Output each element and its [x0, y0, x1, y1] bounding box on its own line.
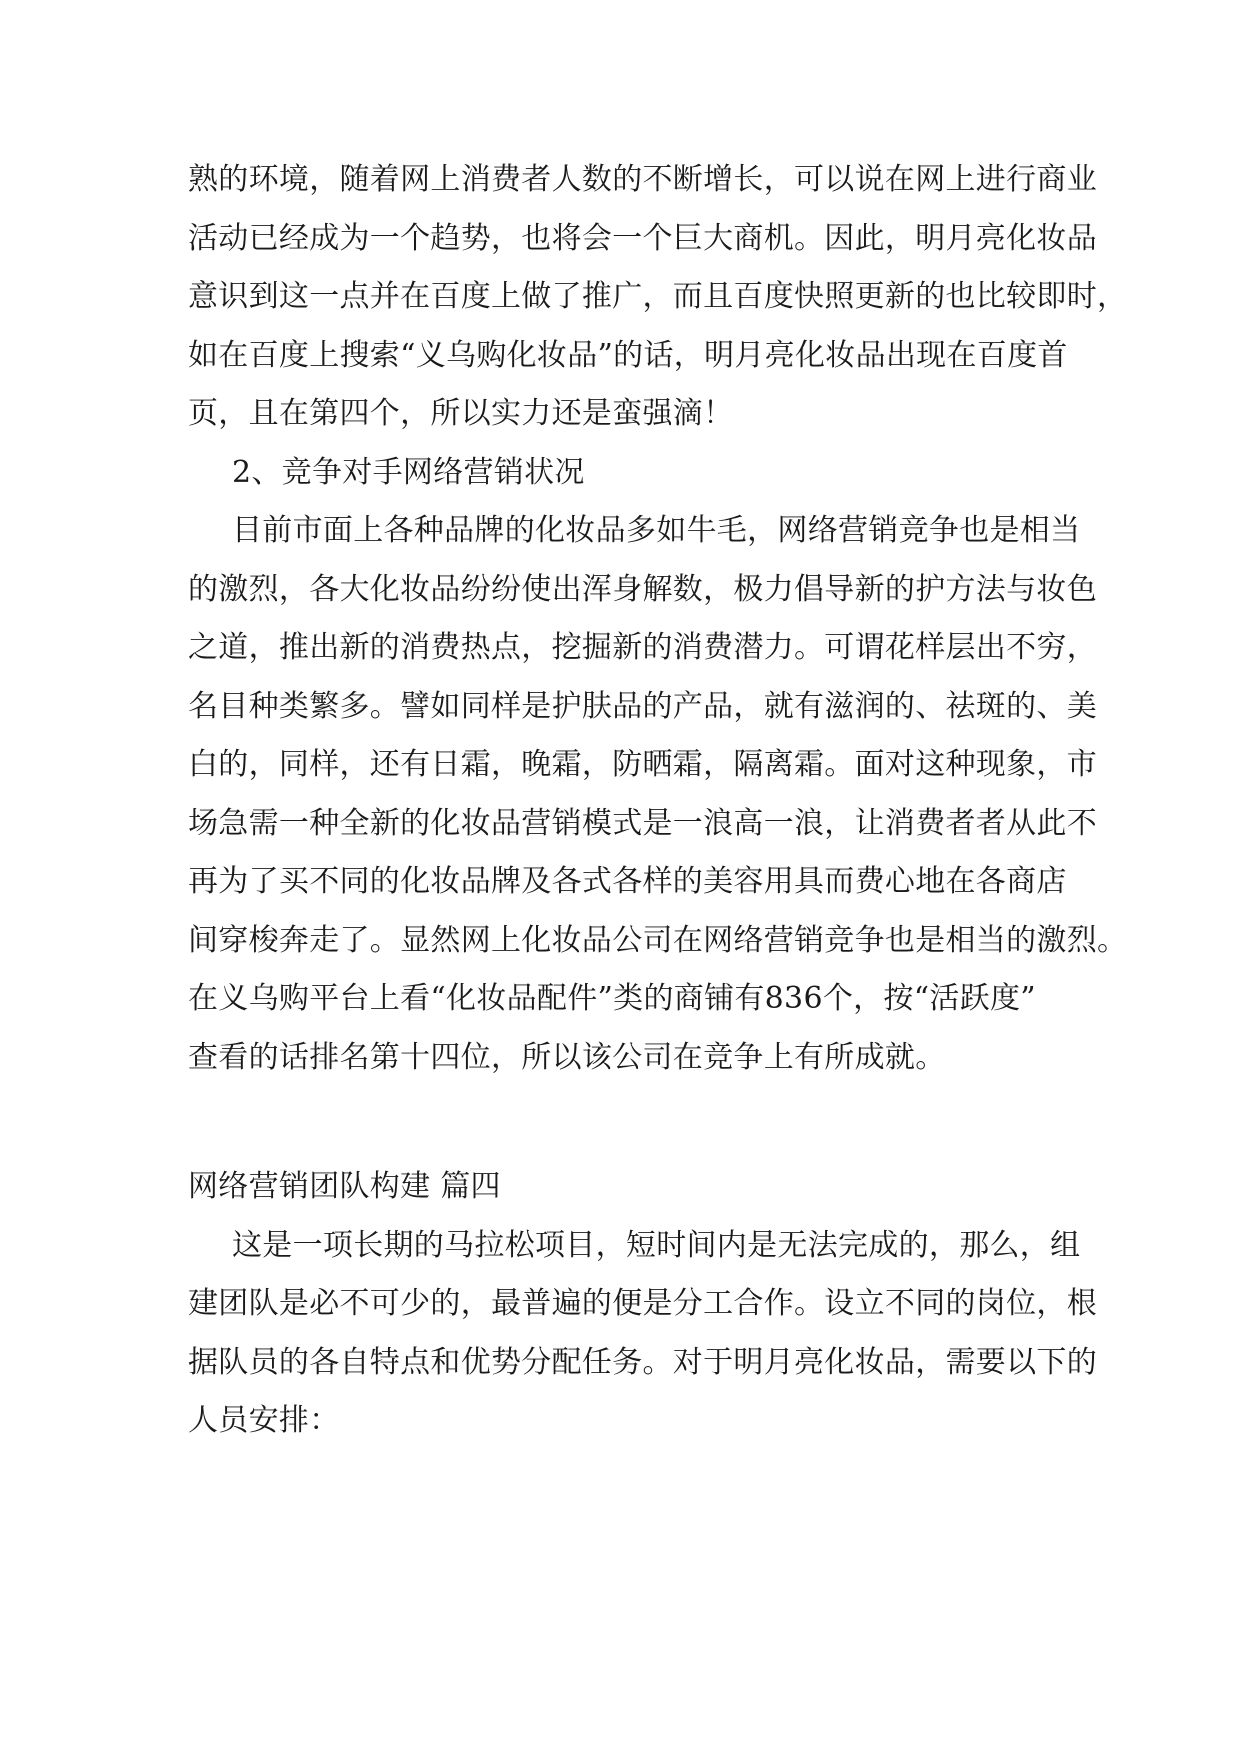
text-line: 活动已经成为一个趋势，也将会一个巨大商机。因此，明月亮化妆品 — [188, 220, 1097, 256]
text-line: 名目种类繁多。譬如同样是护肤品的产品，就有滋润的、祛斑的、美 — [188, 688, 1097, 724]
text-line: 据队员的各自特点和优势分配任务。对于明月亮化妆品，需要以下的 — [188, 1344, 1097, 1380]
paragraph-spacer — [188, 1087, 1048, 1158]
text-line: 在义乌购平台上看“化妆品配件”类的商铺有836个，按“活跃度” — [188, 981, 1036, 1016]
text-line: 场急需一种全新的化妆品营销模式是一浪高一浪，让消费者者从此不 — [188, 805, 1097, 841]
text-line: 意识到这一点并在百度上做了推广，而且百度快照更新的也比较即时， — [188, 279, 1128, 314]
text-line: 熟的环境，随着网上消费者人数的不断增长，可以说在网上进行商业 — [188, 162, 1097, 197]
section-title: 网络营销团队构建 篇四 — [188, 1169, 501, 1204]
text-line: 间穿梭奔走了。显然网上化妆品公司在网络营销竞争也是相当的激烈。 — [188, 922, 1128, 958]
text-line: 目前市面上各种品牌的化妆品多如牛毛，网络营销竞争也是相当 — [232, 513, 1081, 548]
text-line: 建团队是必不可少的，最普遍的便是分工合作。设立不同的岗位，根 — [188, 1286, 1097, 1321]
text-line: 人员安排： — [188, 1403, 340, 1438]
document-body — [188, 151, 1128, 1451]
text-line: 再为了买不同的化妆品牌及各式各样的美容用具而费心地在各商店 — [188, 864, 1067, 899]
text-line: 页，且在第四个，所以实力还是蛮强滴！ — [188, 396, 734, 431]
text-line: 查看的话排名第十四位，所以该公司在竞争上有所成就。 — [188, 1039, 946, 1075]
text-line: 白的，同样，还有日霜，晚霜，防晒霜，隔离霜。面对这种现象，市 — [188, 747, 1097, 782]
text-line: 之道，推出新的消费热点，挖掘新的消费潜力。可谓花样层出不穷， — [188, 630, 1097, 665]
subheading: 2、竞争对手网络营销状况 — [232, 454, 585, 490]
text-line: 这是一项长期的马拉松项目，短时间内是无法完成的，那么，组 — [232, 1227, 1081, 1263]
text-line: 的激烈，各大化妆品纷纷使出浑身解数，极力倡导新的护方法与妆色 — [188, 571, 1097, 607]
text-line: 如在百度上搜索“义乌购化妆品”的话，明月亮化妆品出现在百度首 — [188, 337, 1068, 373]
